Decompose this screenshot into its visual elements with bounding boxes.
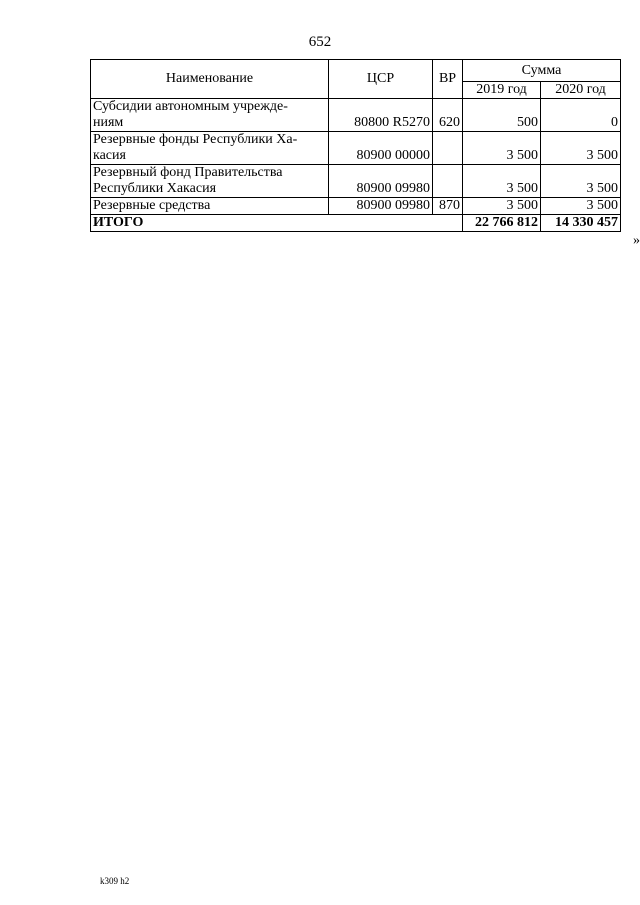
table-row [91,165,621,198]
table-row [91,99,621,132]
closing-quote: » [633,233,640,248]
row-csr: 80900 09980 [329,165,433,198]
total-row [91,215,621,232]
row-2019: 3 500 [463,165,541,198]
header-year-2020: 2020 год [541,82,621,99]
total-2019: 22 766 812 [463,215,541,232]
table-row [91,198,621,215]
row-name: Резервные средства [91,198,329,215]
header-vr: ВР [433,60,463,99]
header-sum: Сумма [463,60,621,82]
footer-code: k309 h2 [100,876,130,886]
row-2020: 3 500 [541,165,621,198]
row-2019: 3 500 [463,132,541,165]
row-name-line1: Субсидии автономным учрежде- [93,99,288,114]
header-csr: ЦСР [329,60,433,99]
row-name [91,165,329,198]
row-2019: 3 500 [463,198,541,215]
row-2019: 500 [463,99,541,132]
row-2020: 3 500 [541,132,621,165]
header-name: Наименование [91,60,329,99]
row-csr: 80900 00000 [329,132,433,165]
row-name [91,99,329,132]
row-name-line2: ниям [93,115,124,130]
total-label: ИТОГО [91,215,463,232]
row-name-line1: Резервные фонды Республики Ха- [93,132,298,147]
row-name-line2: касия [93,148,126,163]
row-vr [433,165,463,198]
row-name-line1: Резервный фонд Правительства [93,165,283,180]
row-vr [433,132,463,165]
row-name-line2: Республики Хакасия [93,181,217,196]
row-vr: 620 [433,99,463,132]
row-csr: 80900 09980 [329,198,433,215]
row-2020: 0 [541,99,621,132]
row-name [91,132,329,165]
row-vr: 870 [433,198,463,215]
header-row [91,60,621,82]
page-number: 652 [308,34,332,50]
header-year-2019: 2019 год [463,82,541,99]
table-row [91,132,621,165]
row-2020: 3 500 [541,198,621,215]
budget-table [90,59,621,232]
row-csr: 80800 R5270 [329,99,433,132]
total-2020: 14 330 457 [541,215,621,232]
